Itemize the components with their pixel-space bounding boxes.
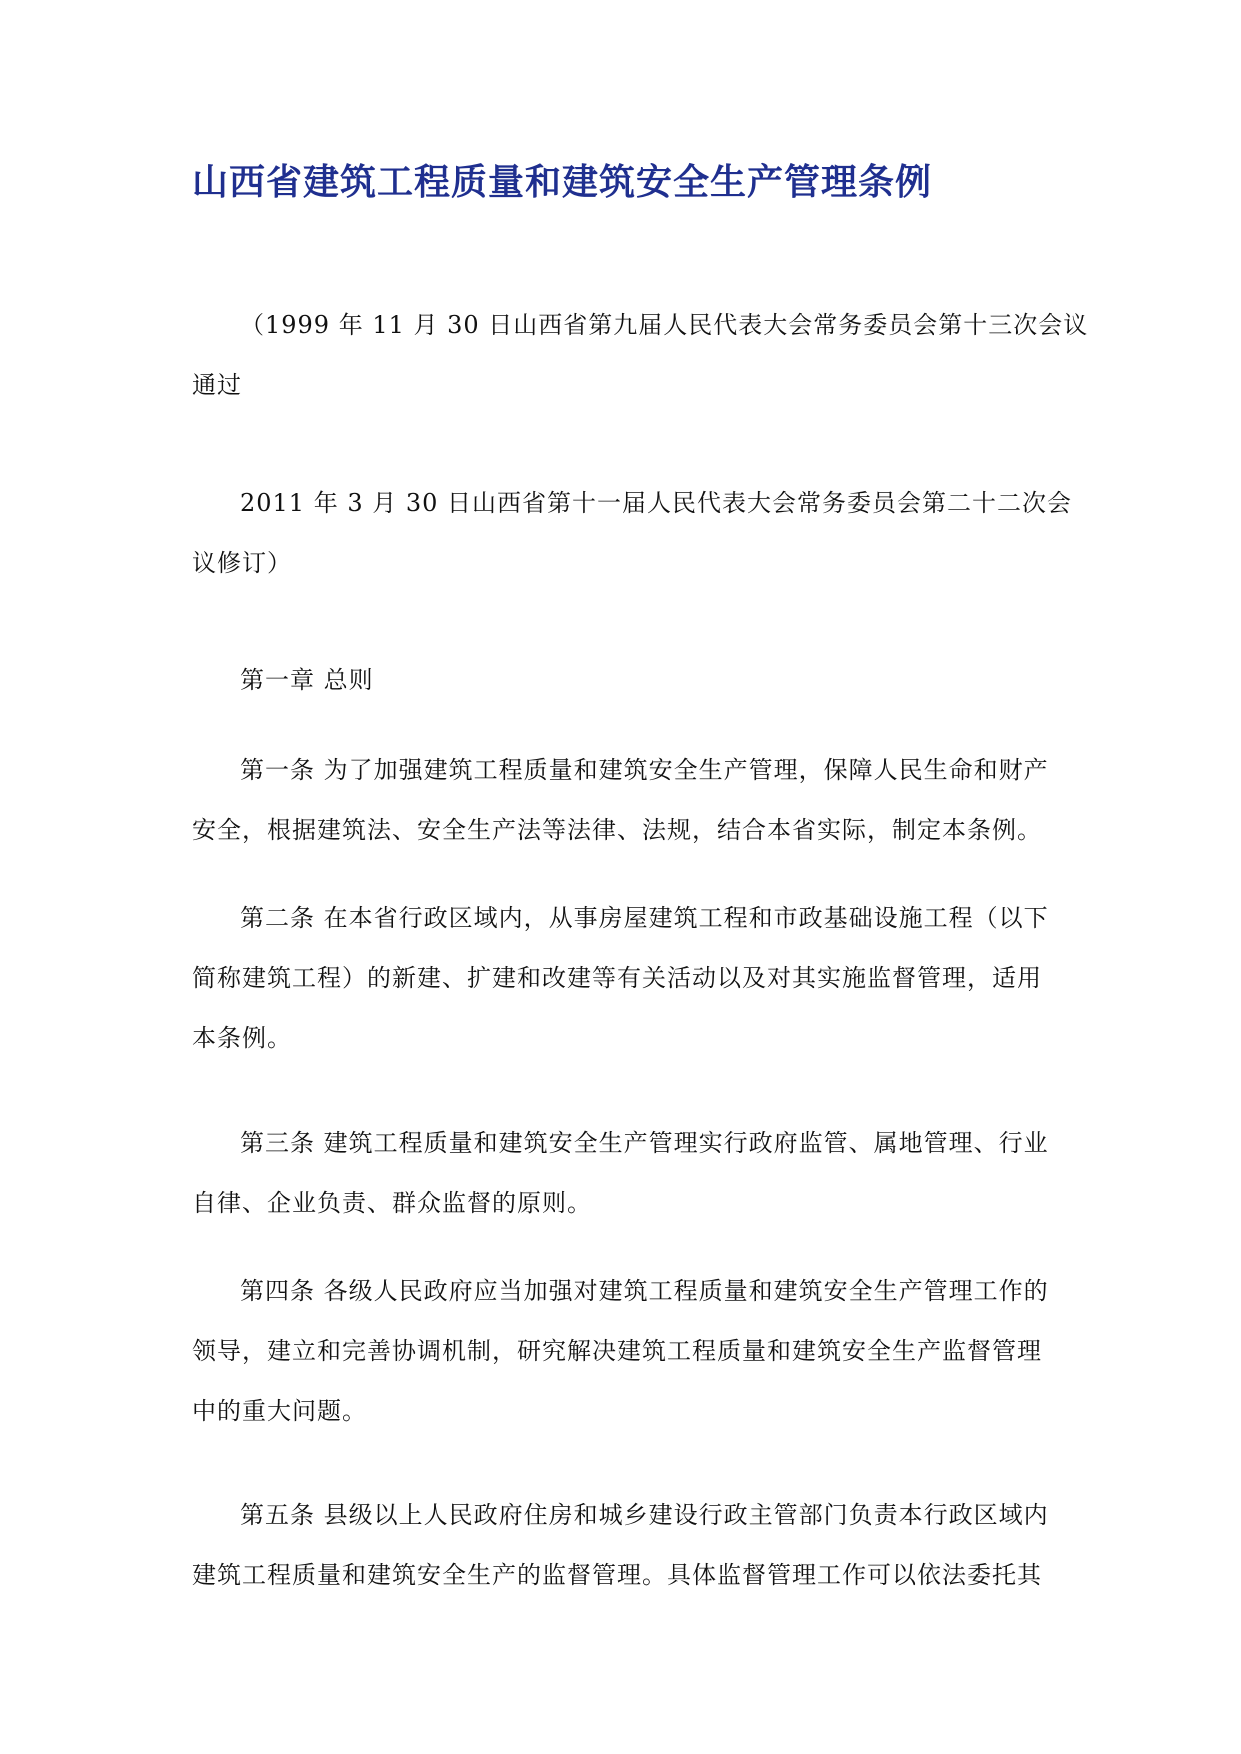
- article-1: [192, 740, 1052, 860]
- paragraph-line: 简称建筑工程）的新建、扩建和改建等有关活动以及对其实施监督管理，适用: [192, 964, 1042, 992]
- article-5: [192, 1485, 1052, 1605]
- article-4: [192, 1261, 1052, 1441]
- paragraph-line: 第三条 建筑工程质量和建筑安全生产管理实行政府监管、属地管理、行业: [240, 1129, 1049, 1157]
- paragraph-line: 安全，根据建筑法、安全生产法等法律、法规，结合本省实际，制定本条例。: [192, 816, 1042, 844]
- paragraph-line: 第四条 各级人民政府应当加强对建筑工程质量和建筑安全生产管理工作的: [240, 1277, 1049, 1305]
- paragraph-line: 第二条 在本省行政区域内，从事房屋建筑工程和市政基础设施工程（以下: [240, 904, 1049, 932]
- paragraph-line: 2011 年 3 月 30 日山西省第十一届人民代表大会常务委员会第二十二次会: [240, 489, 1073, 517]
- document-title: 山西省建筑工程质量和建筑安全生产管理条例: [192, 161, 933, 203]
- paragraph-line: （1999 年 11 月 30 日山西省第九届人民代表大会常务委员会第十三次会议: [240, 311, 1089, 339]
- paragraph-line: 本条例。: [192, 1024, 292, 1052]
- paragraph-line: 议修订）: [192, 549, 292, 577]
- paragraph-line: 建筑工程质量和建筑安全生产的监督管理。具体监督管理工作可以依法委托其: [192, 1561, 1042, 1589]
- article-2: [192, 888, 1052, 1068]
- paragraph-line: 通过: [192, 371, 242, 399]
- paragraph-line: 第五条 县级以上人民政府住房和城乡建设行政主管部门负责本行政区域内: [240, 1501, 1049, 1529]
- paragraph-revision: [192, 473, 1073, 593]
- paragraph-line: 领导，建立和完善协调机制，研究解决建筑工程质量和建筑安全生产监督管理: [192, 1337, 1042, 1365]
- paragraph-line: 自律、企业负责、群众监督的原则。: [192, 1189, 592, 1217]
- chapter-heading: [192, 650, 1052, 710]
- paragraph-line: 第一章 总则: [240, 666, 374, 694]
- article-3: [192, 1113, 1052, 1233]
- paragraph-line: 中的重大问题。: [192, 1397, 367, 1425]
- paragraph-line: 第一条 为了加强建筑工程质量和建筑安全生产管理，保障人民生命和财产: [240, 756, 1049, 784]
- paragraph-enactment: [192, 295, 1089, 415]
